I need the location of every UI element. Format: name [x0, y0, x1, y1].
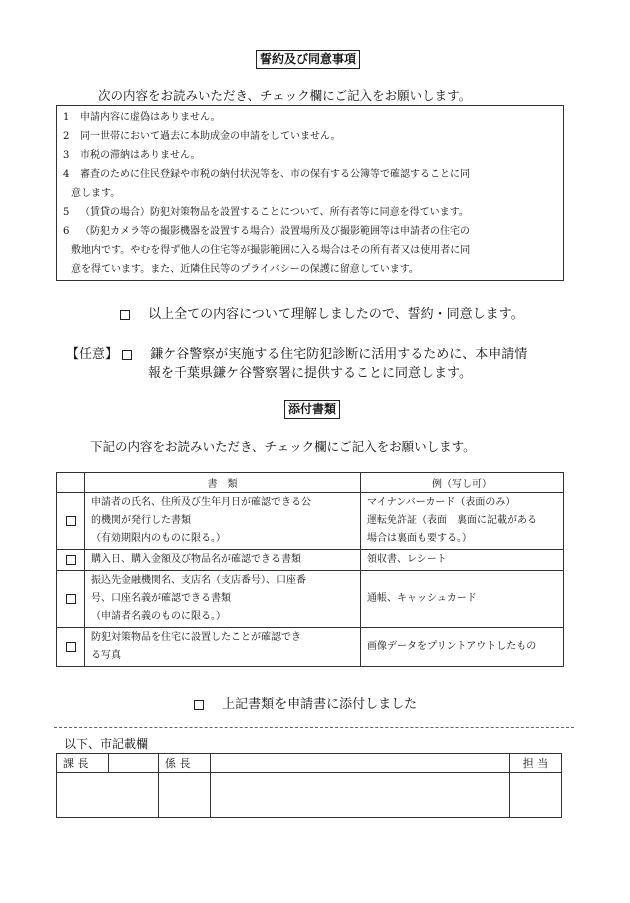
optional-consent-checkbox[interactable]	[122, 350, 132, 360]
section-chief-seal-area	[57, 773, 159, 818]
office-use-label: 以下、市記載欄	[64, 737, 149, 751]
optional-label: 【任意】	[66, 347, 119, 362]
pledge-item-6-cont-1: 敷地内です。やむを得ず他人の住宅等が撮影範囲に入る場合はその所有者又は使用者に同	[71, 245, 471, 256]
pledge-item-5: 5 （賃貸の場合）防犯対策物品を設置することについて、所有者等に同意を得ています。	[63, 207, 469, 218]
example-line: 領収書、レシート	[367, 554, 447, 565]
attachments-header-row	[57, 473, 564, 493]
subsection-chief-stamp	[211, 754, 510, 773]
subsection-chief-seal-area	[159, 773, 211, 818]
staff-seal-area	[510, 773, 562, 818]
notes-area	[211, 773, 510, 818]
example-line: 運転免許証（表面 裏面に記載がある	[367, 515, 537, 526]
example-line: 場合は裏面も要する。）	[367, 533, 472, 544]
pledge-agree-checkbox[interactable]	[120, 310, 130, 320]
header-example: 例（写し可）	[361, 473, 564, 493]
doc-line: （有効期限内のものに限る。）	[91, 533, 226, 544]
attachments-agree-checkbox[interactable]	[194, 700, 204, 710]
pledge-item-1: 1 申請内容に虚偽はありません。	[63, 112, 221, 123]
pledge-item-3: 3 市税の滞納はありません。	[63, 150, 201, 161]
attachments-intro: 下記の内容をお読みいただき、チェック欄にご記入をお願いします。	[90, 439, 476, 454]
pledge-item-4: 4 審査のために住民登録や市税の納付状況等を、市の保有する公簿等で確認することに同	[63, 169, 470, 180]
example-line: マイナンバーカード（表面のみ）	[367, 497, 516, 508]
table-row	[57, 493, 564, 550]
table-row	[57, 571, 564, 628]
office-use-table	[56, 753, 562, 818]
doc-line: （申請者名義のものに限る。）	[91, 611, 226, 622]
subsection-chief-label: 係 長	[159, 754, 211, 773]
doc-line: 号、口座名義が確認できる書類	[91, 593, 231, 604]
pledge-agree-label: 以上全ての内容について理解しましたので、誓約・同意します。	[148, 307, 524, 322]
pledge-terms-box	[56, 105, 564, 281]
doc-line: 防犯対策物品を住宅に設置したことが確認でき	[91, 632, 301, 643]
row-checkbox[interactable]	[66, 555, 76, 565]
dotted-divider	[54, 727, 574, 728]
attachments-agree-row	[194, 693, 417, 712]
doc-line: 振込先金融機関名、支店名（支店番号）、口座番	[91, 575, 306, 586]
pledge-item-6: 6 （防犯カメラ等の撮影機器を設置する場合）設置場所及び撮影範囲等は申請者の住宅の	[63, 226, 470, 237]
row-checkbox[interactable]	[66, 594, 76, 604]
attachments-agree-label: 上記書類を申請書に添付しました	[222, 697, 418, 712]
doc-line: 申請者の氏名、住所及び生年月日が確認できる公	[91, 497, 311, 508]
attachments-table	[56, 472, 564, 667]
doc-line: 的機関が発行した書類	[91, 515, 191, 526]
optional-consent-line-1: 鎌ケ谷警察が実施する住宅防犯診断に活用するために、本申請情	[150, 347, 528, 362]
row-checkbox[interactable]	[66, 642, 76, 652]
table-row	[57, 550, 564, 571]
optional-consent-line-2: 報を千葉県鎌ケ谷警察署に提供することに同意します。	[148, 366, 472, 381]
attachments-title: 添付書類	[284, 400, 340, 419]
pledge-item-2: 2 同一世帯において過去に本助成金の申請をしていません。	[63, 131, 341, 142]
doc-line: る写真	[91, 650, 121, 661]
section-chief-label: 課 長	[57, 754, 109, 773]
staff-label: 担 当	[510, 754, 562, 773]
table-row	[57, 628, 564, 667]
pledge-item-4-cont: 意します。	[71, 188, 121, 199]
doc-line: 購入日、購入金額及び物品名が確認できる書類	[91, 554, 301, 565]
optional-consent-row	[66, 343, 527, 362]
row-checkbox[interactable]	[66, 516, 76, 526]
example-line: 通帳、キャッシュカード	[367, 593, 477, 604]
header-doc: 書 類	[85, 473, 361, 493]
header-check-col	[57, 473, 85, 493]
pledge-intro: 次の内容をお読みいただき、チェック欄にご記入をお願いします。	[98, 88, 472, 103]
example-line: 画像データをプリントアウトしたもの	[367, 641, 537, 652]
pledge-title: 誓約及び同意事項	[256, 50, 360, 69]
pledge-item-6-cont-2: 意を得ています。また、近隣住民等のプライバシーの保護に留意しています。	[71, 264, 419, 275]
pledge-agree-row	[120, 303, 524, 322]
section-chief-stamp	[109, 754, 159, 773]
